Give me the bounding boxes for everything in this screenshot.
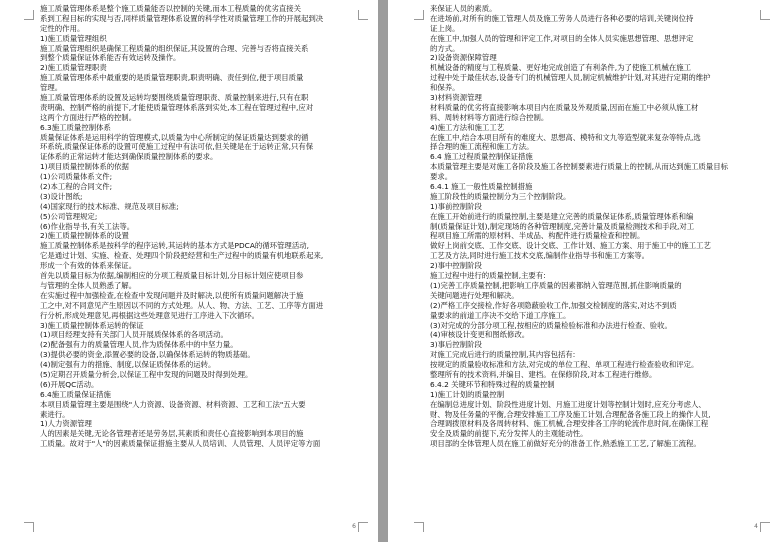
crop-mark xyxy=(358,522,368,532)
text-line: 工艺及方法,同时进行施工技术交底,编制作业指导书和施工方案等。 xyxy=(430,251,650,261)
document-page-left xyxy=(0,0,378,542)
text-line: 首先以质量目标为依据,编制相应的分项工程质量目标计划,分目标计划应使项目参 xyxy=(40,271,304,281)
text-line: 3)事后控制阶段 xyxy=(430,340,482,350)
text-line: 2)设备资源保障管理 xyxy=(430,53,497,63)
text-line: 关键问题进行处理和解决。 xyxy=(430,290,519,300)
text-line: 施工质量控制体系是按科学的程序运转,其运转的基本方式是PDCA的循环管理活动, xyxy=(40,241,309,251)
text-line: 本项目质量管理主要是围绕"人力资源、设备资源、材料资源、工艺和工法"五大要 xyxy=(40,399,306,409)
text-line: 1)项目质量控制体系的依据 xyxy=(40,162,129,172)
text-line: (6)开展QC活动。 xyxy=(40,379,99,389)
text-line: 质量保证体系是运用科学的管理模式,以质量为中心所制定的保证质量达到要求的循 xyxy=(40,132,309,142)
crop-mark xyxy=(414,522,424,532)
text-line: 本质量管理主要是对施工各阶段及施工各控制要素进行质量上的控制,从而达到施工质量目标 xyxy=(430,162,728,172)
text-line: 在实施过程中加强检查,在检查中发现问题并及时解决,以使所有质量问题解决于施 xyxy=(40,290,304,300)
text-line: 做好上岗前交底、工作交底、设计交底、工作计划、施工方案、用于施工中的施工工艺 xyxy=(430,241,711,251)
text-line: 这两个方面进行严格的控制。 xyxy=(40,112,137,122)
page-text-body xyxy=(430,4,756,449)
text-line: (3)对完成的分部分项工程,按相应的质量检验标准和办法进行检查、验收。 xyxy=(430,320,672,330)
text-line: (5)公司管理规定; xyxy=(40,211,98,221)
text-line: 1)人力资源管理 xyxy=(40,419,92,429)
text-line: 环系统,质量保证体系的设置可使施工过程中有法可依,但关键是在于运转正常,只有保 xyxy=(40,142,314,152)
document-page-right xyxy=(388,0,780,542)
text-line: 1)施工质量管理组织 xyxy=(40,33,107,43)
text-line: 到整个质量保证体系能否有效运转及操作。 xyxy=(40,53,181,63)
text-line: 制(质量保证计划),制定现场的各种管理制度,完善计量及质量检测技术和手段,对工 xyxy=(430,221,695,231)
text-line: 施工质量管理组织是确保工程质量的组织保证,其设置的合理、完善与否将直接关系 xyxy=(40,43,309,53)
text-line: (1)项目经理支持有关部门人员开展质保体系的各项活动。 xyxy=(40,330,228,340)
text-line: 合理调拨原材料及各周转材料、施工机械,合理安排各工序的轮流作息时间,在确保工程 xyxy=(430,419,709,429)
text-line: (5)定期召开质量分析会,以保证工程中发现的问题及时得到处理。 xyxy=(40,369,253,379)
text-line: 机械设备的精度与工程质量、更好地完成创造了有利条件,为了使施工机械在施工 xyxy=(430,63,692,73)
text-line: (4)制定强有力的措施、制度,以保证质保体系的运转。 xyxy=(40,360,216,370)
text-line: 在施工中,结合本项目所有的难度大、思想高、模特和文九等造型就来复杂等特点,选 xyxy=(430,132,701,142)
text-line: 6.3施工质量控制体系 xyxy=(40,122,111,132)
crop-mark xyxy=(358,10,368,20)
text-line: 2)施工质量管理职责 xyxy=(40,63,107,73)
text-line: (6)作业指导书,有关工法等。 xyxy=(40,221,135,231)
text-line: (3)设计图纸; xyxy=(40,191,83,201)
crop-mark xyxy=(24,522,34,532)
text-line: 6.4.2 关键环节和特殊过程的质量控制 xyxy=(430,379,555,389)
text-line: 施工阶段性的质量控制分为三个控制阶段。 xyxy=(430,191,571,201)
text-line: 安全及质量的前提下,充分发挥人的主观能动性。 xyxy=(430,429,588,439)
text-line: 在进场前,对所有的施工管理人员及施工劳务人员进行各种必要的培训,关键岗位持 xyxy=(430,13,694,23)
text-line: 2)事中控制阶段 xyxy=(430,261,482,271)
text-line: 形成一个有效的体系来保证。 xyxy=(40,261,137,271)
text-line: 它是通过计划、实施、检查、处理四个阶段把经营和生产过程中的质量有机地联系起来, xyxy=(40,251,324,261)
text-line: 6.4施工质量保证措施 xyxy=(40,389,111,399)
text-line: 的方式。 xyxy=(430,43,460,53)
text-line: 定性的作用。 xyxy=(40,23,85,33)
text-line: 施工质量管理体系中最重要的是质量管理职责,职责明确、责任到位,便于项目质量 xyxy=(40,73,304,83)
text-line: 按规定的质量验收标准和方法,对完成的单位工程、单项工程进行检查验收和评定。 xyxy=(430,360,699,370)
text-line: 材料质量的优劣将直接影响本项目内在质量及外观质量,因而在施工中必须从施工材 xyxy=(430,102,699,112)
text-line: 证体系的正常运转才能达到确保质量控制体系的要求。 xyxy=(40,152,218,162)
text-line: 施工质量管理体系的设置及运转均要围绕质量管理职责、质量控制来进行,只有在职 xyxy=(40,93,309,103)
text-line: 素进行。 xyxy=(40,409,70,419)
text-line: 责明确、控制严格的前提下,才能使质量管理体系落到实处,本工程在管理过程中,应对 xyxy=(40,102,314,112)
text-line: 人的因素是关键,无论各管理者还是劳务层,其素质和责任心直接影响到本项目的施 xyxy=(40,429,304,439)
text-line: 工质量。故对于"人"的因素质量保证措施主要从人员培训、人员管理、人员评定等方面 xyxy=(40,439,321,449)
page-number: 6 xyxy=(352,523,356,530)
text-line: 施工过程中进行的质量控制,主要有: xyxy=(430,271,546,281)
text-line: (1)完善工序质量控制,把影响工序质量的因素都纳入管理范围,抓住影响质量的 xyxy=(430,280,682,290)
text-line: 2)施工质量控制体系的设置 xyxy=(40,231,129,241)
text-line: 程项目施工所需的原材料、半成品、构配件进行质量检查和控制。 xyxy=(430,231,645,241)
text-line: 要求。 xyxy=(430,172,453,182)
text-line: 1)事前控制阶段 xyxy=(430,201,482,211)
text-line: 料、周转材料等方面进行综合控制。 xyxy=(430,112,549,122)
text-line: 在编制总进度计划、阶段性进度计划、月施工进度计划等控制计划时,应充分考虑人、 xyxy=(430,399,706,409)
text-line: (4)国家现行的技术标准、规范及项目标准; xyxy=(40,201,179,211)
text-line: 4)施工方法和施工工艺 xyxy=(430,122,505,132)
page-text-body xyxy=(40,4,358,449)
text-line: 证上岗。 xyxy=(430,23,460,33)
text-line: 管理。 xyxy=(40,83,63,93)
text-line: 在施工中,加强人员的管理和评定工作,对项目的全体人员实施思想管理、思想评定 xyxy=(430,33,694,43)
text-line: 3)材料资源管理 xyxy=(430,93,482,103)
text-line: 3)施工质量控制体系运转的保证 xyxy=(40,320,144,330)
page-number: 4 xyxy=(754,523,758,530)
text-line: 6.4.1 施工一般性质量控制措施 xyxy=(430,182,533,192)
page-gap xyxy=(378,0,388,542)
text-line: 量要求的前道工序决不交给下道工序施工。 xyxy=(430,310,571,320)
crop-mark xyxy=(760,522,770,532)
text-line: 在施工开始前进行的质量控制,主要是建立完善的质量保证体系,质量管理体系和编 xyxy=(430,211,694,221)
text-line: 与管理的全体人员熟悉了解。 xyxy=(40,280,137,290)
text-line: (2)配备强有力的质量管理人员,作为质保体系中的中坚力量。 xyxy=(40,340,238,350)
text-line: 来保证人员的素质。 xyxy=(430,4,497,13)
text-line: (2)严格工序交接检,作好各项隐蔽验收工作,加强交检制度的落实,对达不到质 xyxy=(430,300,677,310)
text-line: 1)施工计划的质量控制 xyxy=(430,389,505,399)
text-line: 施工质量管理体系是整个施工质量能否以控制的关键,而本工程质量的优劣直接关 xyxy=(40,4,302,13)
text-line: 工之中,对不同意见产生原因以不同的方式处理。从人、物、方法、工艺、工序等方面进 xyxy=(40,300,324,310)
text-line: 整理所有的技术资料,并编目、建档。在保修阶段,对本工程进行维修。 xyxy=(430,369,657,379)
text-line: 择合理的施工流程和施工方法。 xyxy=(430,142,534,152)
crop-mark xyxy=(24,10,34,20)
text-line: (3)提供必要的资金,添置必要的设备,以确保体系运转的物质基础。 xyxy=(40,350,255,360)
crop-mark xyxy=(414,10,424,20)
text-line: 6.4 施工过程质量控制保证措施 xyxy=(430,152,533,162)
text-line: (1)公司质量体系文件; xyxy=(40,172,113,182)
text-line: 和保养。 xyxy=(430,83,460,93)
text-line: (4)审核设计变更和图纸修改。 xyxy=(430,330,530,340)
text-line: 对施工完成后进行的质量控制,其内容包括有: xyxy=(430,350,576,360)
text-line: 系到工程目标的实现与否,同样质量管理体系设置的科学性对质量管理工作的开展起到决 xyxy=(40,13,324,23)
crop-mark xyxy=(760,10,770,20)
text-line: 项目部的全体管理人员在施工前做好充分的准备工作,熟悉施工工艺,了解施工流程。 xyxy=(430,439,701,449)
text-line: 财、物及任务量的平衡,合理安排施工工序及施工计划,合理配备各施工段上的操作人员, xyxy=(430,409,711,419)
text-line: 行分析,形成处理意见,再根据这些处理意见进行工序进入下次循环。 xyxy=(40,310,260,320)
text-line: (2)本工程的合同文件; xyxy=(40,182,113,192)
text-line: 过程中处于最佳状态,设备专门的机械管理人员,制定机械维护计划,对其进行定期的维护 xyxy=(430,73,711,83)
